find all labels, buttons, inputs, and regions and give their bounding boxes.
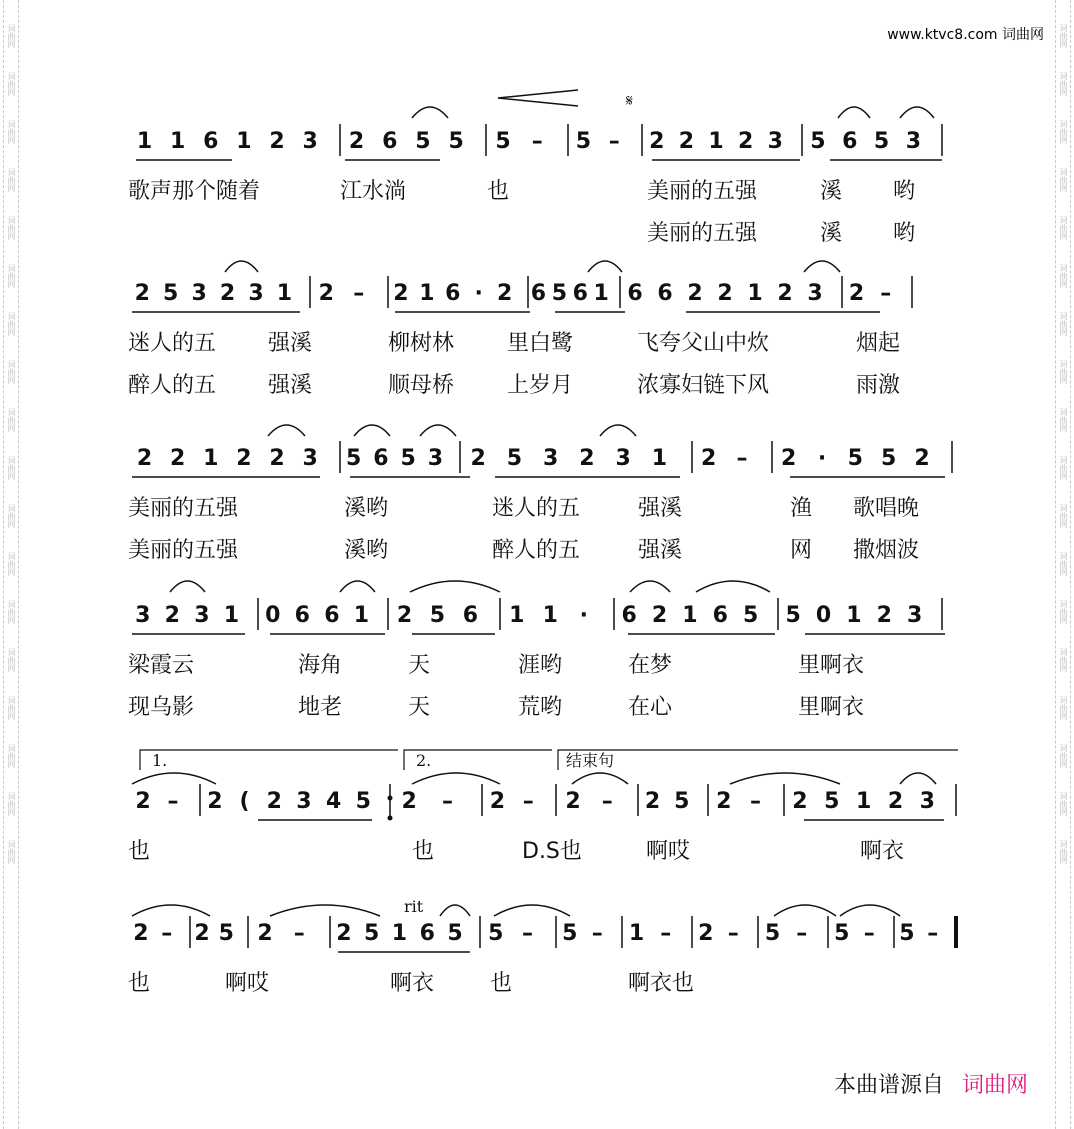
jianpu-note: 3: [191, 281, 207, 306]
jianpu-note: 6: [712, 603, 728, 628]
jianpu-note: 6: [382, 129, 398, 154]
jianpu-note: 1: [542, 603, 558, 628]
credit-prefix: 本曲谱源自: [833, 1073, 944, 1098]
jianpu-note: 3: [302, 446, 318, 471]
jianpu-note: 6: [572, 281, 588, 306]
jianpu-note: 5: [764, 921, 781, 946]
jianpu-note: 2: [914, 446, 930, 471]
jianpu-note: 6: [419, 921, 435, 946]
jianpu-note: –: [601, 789, 613, 814]
slur: [410, 581, 500, 592]
lyric-line-2: 醉人的五: [492, 538, 581, 563]
jianpu-note: 3: [905, 129, 922, 154]
jianpu-note: 3: [807, 281, 823, 306]
slur: [225, 261, 258, 272]
jianpu-note: 3: [194, 603, 210, 628]
jianpu-note: 2: [781, 446, 797, 471]
lyric-line-2: 溪哟: [344, 538, 389, 563]
lyric-line-2: 雨激: [856, 373, 901, 398]
lyric-line-1: 也: [128, 839, 151, 864]
jianpu-note: 3: [302, 129, 318, 154]
lyric-line-1: 也: [128, 971, 151, 996]
jianpu-note: 5: [218, 921, 234, 946]
lyric-line-1: 天: [408, 653, 431, 678]
jianpu-note: 1: [419, 281, 435, 306]
jianpu-note: 4: [325, 789, 342, 814]
lyric-line-2: 浓寡妇链下风: [637, 373, 770, 398]
jianpu-note: 2: [649, 129, 665, 154]
lyric-line-1: 迷人的五: [128, 331, 217, 356]
jianpu-note: –: [522, 789, 534, 814]
jianpu-note: 2: [644, 789, 661, 814]
lyric-line-1: 江水淌: [340, 179, 407, 204]
jianpu-note: 6: [324, 603, 340, 628]
jianpu-note: 2: [236, 446, 252, 471]
jianpu-note: 3: [427, 446, 444, 471]
jianpu-note: (: [239, 789, 250, 814]
lyric-line-1: 里啊衣: [798, 653, 865, 678]
jianpu-note: 5: [355, 789, 371, 814]
lyric-line-2: 美丽的五强: [647, 221, 758, 246]
slur: [132, 773, 216, 784]
jianpu-note: 6: [621, 603, 637, 628]
jianpu-note: 2: [651, 603, 668, 628]
lyric-line-2: 在心: [628, 695, 673, 720]
slur: [132, 905, 210, 916]
watermark-text: 词曲网: [1059, 744, 1068, 768]
slur: [900, 773, 936, 784]
jianpu-note: 5: [400, 446, 416, 471]
jianpu-note: 5: [415, 129, 431, 154]
jianpu-note: 2: [269, 446, 285, 471]
jianpu-note: –: [927, 921, 939, 946]
lyric-line-1: 也: [412, 839, 435, 864]
jianpu-note: 5: [448, 129, 464, 154]
jianpu-note: 5: [364, 921, 380, 946]
lyric-line-1: 在梦: [628, 653, 673, 678]
jianpu-note: 3: [296, 789, 312, 814]
jianpu-note: 2: [194, 921, 210, 946]
jianpu-note: ·: [579, 603, 589, 628]
credit-site-link[interactable]: 词曲网: [961, 1073, 1028, 1098]
slur: [730, 773, 840, 784]
jianpu-note: 1: [593, 281, 609, 306]
jianpu-note: 1: [223, 603, 240, 628]
lyric-line-1: 哟: [893, 179, 916, 204]
jianpu-note: –: [750, 789, 761, 814]
jianpu-note: 5: [810, 129, 826, 154]
ending-2-label: 2.: [416, 751, 432, 770]
jianpu-note: 2: [266, 789, 282, 814]
jianpu-note: 2: [470, 446, 486, 471]
jianpu-note: 1: [846, 603, 862, 628]
slur: [420, 425, 456, 436]
lyric-line-1: 美丽的五强: [647, 179, 758, 204]
jianpu-note: 2: [396, 603, 413, 628]
watermark-text: 词曲网: [7, 552, 16, 576]
watermark-text: 词曲网: [7, 504, 16, 528]
slur: [412, 773, 500, 784]
lyric-line-2: 顺母桥: [388, 373, 455, 398]
jianpu-note: 2: [777, 281, 793, 306]
jianpu-note: 6: [627, 281, 643, 306]
watermark-text: 词曲网: [7, 408, 16, 432]
watermark-text: 词曲网: [7, 696, 16, 720]
lyric-line-2: 强溪: [638, 538, 683, 563]
jianpu-note: 1: [236, 129, 252, 154]
lyric-line-2: 里啊衣: [798, 695, 865, 720]
crescendo-hairpin: [498, 90, 578, 106]
jianpu-note: 5: [163, 281, 179, 306]
jianpu-note: –: [736, 446, 748, 471]
jianpu-note: 1: [136, 129, 153, 154]
lyric-line-1: D.S也: [522, 839, 582, 864]
slur: [412, 107, 448, 118]
jianpu-note: –: [863, 921, 875, 946]
jianpu-note: 2: [678, 129, 695, 154]
jianpu-note: 2: [348, 129, 365, 154]
watermark-text: 词曲网: [1059, 168, 1068, 192]
jianpu-note: 2: [134, 281, 150, 306]
lyric-line-1: 歌唱晚: [853, 496, 920, 521]
slur: [440, 905, 470, 916]
repeat-dot: [388, 796, 393, 801]
jianpu-note: 1: [509, 603, 525, 628]
lyric-line-1: 烟起: [856, 331, 901, 356]
slur: [774, 905, 836, 916]
jianpu-note: 1: [276, 281, 293, 306]
jianpu-note: 1: [651, 446, 668, 471]
lyric-line-1: 啊衣也: [628, 971, 695, 996]
jianpu-note: 3: [907, 603, 923, 628]
lyric-line-1: 迷人的五: [492, 496, 581, 521]
volta-bracket-1: [140, 750, 398, 770]
jianpu-note: 3: [615, 446, 631, 471]
watermark-text: 词曲网: [1059, 312, 1068, 336]
lyric-line-2: 地老: [298, 695, 343, 720]
watermark-text: 词曲网: [7, 216, 16, 240]
jianpu-note: 2: [170, 446, 186, 471]
watermark-text: 词曲网: [7, 264, 16, 288]
slur: [170, 581, 205, 592]
jianpu-note: 2: [207, 789, 223, 814]
jianpu-note: –: [591, 921, 603, 946]
jianpu-note: 5: [345, 446, 362, 471]
jianpu-note: 3: [248, 281, 264, 306]
lyric-line-1: 也: [490, 971, 513, 996]
jianpu-note: 2: [579, 446, 595, 471]
watermark-text: 词曲网: [1059, 504, 1068, 528]
site-url: www.ktvc8.com 词曲网: [887, 27, 1044, 43]
lyric-line-2: 荒哟: [518, 695, 563, 720]
jianpu-note: 5: [562, 921, 578, 946]
watermark-text: 词曲网: [7, 840, 16, 864]
watermark-text: 词曲网: [7, 168, 16, 192]
jianpu-note: 1: [203, 446, 219, 471]
jianpu-note: –: [442, 789, 453, 814]
jianpu-note: 6: [530, 281, 547, 306]
watermark-text: 词曲网: [7, 360, 16, 384]
lyric-line-2: 上岁月: [507, 373, 574, 398]
jianpu-note: 1: [391, 921, 408, 946]
jianpu-note: 2: [164, 603, 180, 628]
jianpu-note: 2: [716, 789, 732, 814]
lyric-line-1: 啊哎: [646, 839, 691, 864]
lyric-line-1: 渔: [790, 496, 813, 521]
jianpu-note: 0: [265, 603, 281, 628]
slur: [354, 425, 390, 436]
lyric-line-1: 溪哟: [344, 496, 389, 521]
lyric-line-2: 醉人的五: [128, 373, 217, 398]
lyric-line-2: 哟: [893, 221, 916, 246]
jianpu-note: 2: [257, 921, 273, 946]
slur: [838, 107, 870, 118]
jianpu-note: 2: [565, 789, 581, 814]
lyric-line-1: 美丽的五强: [128, 496, 239, 521]
jianpu-note: 1: [170, 129, 186, 154]
jianpu-note: 5: [743, 603, 759, 628]
jianpu-note: –: [167, 789, 179, 814]
lyric-line-2: 美丽的五强: [128, 538, 239, 563]
slur: [630, 581, 670, 592]
jianpu-note: ·: [817, 446, 827, 471]
slur: [600, 425, 636, 436]
jianpu-note: 2: [698, 921, 714, 946]
lyric-line-2: 天: [408, 695, 431, 720]
watermark-text: 词曲网: [7, 24, 16, 48]
jianpu-note: 5: [847, 446, 863, 471]
jianpu-note: 5: [824, 789, 840, 814]
segno-mark: 𝄋: [626, 91, 633, 110]
slur: [804, 261, 840, 272]
lyric-line-1: 啊衣: [860, 839, 905, 864]
slur: [696, 581, 770, 592]
watermark-text: 词曲网: [1059, 24, 1068, 48]
jianpu-note: 5: [551, 281, 568, 306]
jianpu-note: 2: [401, 789, 417, 814]
jianpu-note: 2: [135, 789, 151, 814]
jianpu-note: 1: [353, 603, 370, 628]
watermark-text: 词曲网: [1059, 120, 1068, 144]
jianpu-note: 2: [792, 789, 808, 814]
slur: [588, 261, 622, 272]
watermark-text: 词曲网: [7, 72, 16, 96]
jianpu-note: 2: [318, 281, 334, 306]
jianpu-note: 1: [708, 129, 724, 154]
slur: [268, 425, 305, 436]
jianpu-note: 6: [294, 603, 310, 628]
jianpu-note: 1: [747, 281, 763, 306]
slur: [340, 581, 375, 592]
jianpu-note: 5: [834, 921, 850, 946]
lyric-line-1: 柳树林: [388, 331, 455, 356]
volta-bracket-final: [558, 750, 958, 770]
jianpu-note: 6: [203, 129, 219, 154]
jianpu-note: 2: [738, 129, 754, 154]
lyric-line-1: 啊哎: [225, 971, 270, 996]
watermark-text: 词曲网: [7, 120, 16, 144]
jianpu-note: 6: [462, 603, 479, 628]
jianpu-note: 2: [219, 281, 236, 306]
jianpu-note: 1: [682, 603, 698, 628]
watermark-text: 词曲网: [1059, 264, 1068, 288]
watermark-text: 词曲网: [1059, 72, 1068, 96]
slur: [270, 905, 380, 916]
lyric-line-1: 梁霞云: [128, 653, 195, 678]
lyric-line-1: 里白鹭: [507, 331, 574, 356]
lyric-line-2: 撒烟波: [853, 538, 920, 563]
rit-mark: rit: [404, 897, 424, 916]
watermark-text: 词曲网: [1059, 840, 1068, 864]
jianpu-note: –: [880, 281, 892, 306]
jianpu-note: 5: [488, 921, 504, 946]
jianpu-note: 5: [899, 921, 915, 946]
lyric-line-1: 强溪: [638, 496, 683, 521]
jianpu-note: 2: [269, 129, 285, 154]
jianpu-note: –: [531, 129, 543, 154]
jianpu-note: 5: [785, 603, 801, 628]
jianpu-note: 0: [815, 603, 832, 628]
jianpu-note: 2: [717, 281, 733, 306]
jianpu-note: 5: [873, 129, 890, 154]
jianpu-note: 6: [842, 129, 858, 154]
lyric-line-2: 网: [790, 538, 813, 563]
jianpu-note: 1: [628, 921, 645, 946]
lyric-line-2: 现乌影: [128, 695, 195, 720]
source-credit: [834, 1068, 1028, 1099]
jianpu-note: 6: [373, 446, 389, 471]
jianpu-note: 2: [393, 281, 409, 306]
jianpu-note: 3: [135, 603, 151, 628]
jianpu-note: 2: [136, 446, 153, 471]
slur: [494, 905, 570, 916]
slur: [572, 773, 628, 784]
watermark-text: 词曲网: [7, 648, 16, 672]
jianpu-note: 2: [497, 281, 513, 306]
watermark-text: 词曲网: [1059, 600, 1068, 624]
lyric-line-1: 海角: [298, 653, 343, 678]
ending-final-label: 结束句: [566, 751, 615, 770]
jianpu-note: 2: [876, 603, 892, 628]
watermark-text: 词曲网: [7, 456, 16, 480]
lyric-line-1: 也: [487, 179, 510, 204]
lyric-line-1: 强溪: [268, 331, 313, 356]
ending-1-label: 1.: [152, 751, 168, 770]
watermark-text: 词曲网: [1059, 456, 1068, 480]
watermark-text: 词曲网: [7, 312, 16, 336]
slur: [900, 107, 934, 118]
jianpu-note: 2: [687, 281, 703, 306]
jianpu-note: 2: [701, 446, 717, 471]
lyric-line-1: 歌声那个随着: [128, 179, 261, 204]
jianpu-note: 2: [848, 281, 865, 306]
jianpu-note: 3: [919, 789, 935, 814]
lyric-line-2: 强溪: [268, 373, 313, 398]
jianpu-note: 2: [336, 921, 352, 946]
jianpu-note: –: [353, 281, 365, 306]
lyric-line-1: 溪: [820, 179, 843, 204]
jianpu-note: ·: [474, 281, 483, 306]
watermark-text: 词曲网: [1059, 216, 1068, 240]
watermark-text: 词曲网: [1059, 696, 1068, 720]
lyric-line-2: 溪: [820, 221, 843, 246]
watermark-text: 词曲网: [1059, 648, 1068, 672]
lyric-line-1: 涯哟: [518, 653, 563, 678]
lyric-line-1: 飞夸父山中炊: [637, 331, 770, 356]
jianpu-note: 5: [506, 446, 523, 471]
jianpu-note: 5: [447, 921, 463, 946]
lyric-line-1: 啊衣: [390, 971, 435, 996]
repeat-dot: [388, 816, 393, 821]
watermark-text: 词曲网: [7, 744, 16, 768]
jianpu-note: 2: [887, 789, 904, 814]
jianpu-note: –: [796, 921, 808, 946]
jianpu-note: 3: [767, 129, 783, 154]
jianpu-note: 5: [674, 789, 690, 814]
jianpu-note: 2: [489, 789, 506, 814]
watermark-text: 词曲网: [1059, 408, 1068, 432]
jianpu-note: –: [608, 129, 620, 154]
jianpu-note: 5: [429, 603, 446, 628]
jianpu-note: –: [161, 921, 173, 946]
jianpu-note: –: [522, 921, 533, 946]
watermark-text: 词曲网: [7, 600, 16, 624]
watermark-text: 词曲网: [7, 792, 16, 816]
jianpu-note: –: [293, 921, 305, 946]
watermark-text: 词曲网: [1059, 792, 1068, 816]
watermark-text: 词曲网: [1059, 552, 1068, 576]
watermark-text: 词曲网: [1059, 360, 1068, 384]
jianpu-note: 5: [575, 129, 592, 154]
jianpu-note: –: [727, 921, 739, 946]
jianpu-note: 5: [881, 446, 897, 471]
jianpu-note: 6: [657, 281, 673, 306]
jianpu-note: 5: [495, 129, 511, 154]
jianpu-note: 3: [542, 446, 559, 471]
jianpu-note: 2: [133, 921, 149, 946]
jianpu-note: 6: [445, 281, 461, 306]
slur: [840, 905, 900, 916]
jianpu-note: –: [660, 921, 672, 946]
jianpu-note: 1: [855, 789, 872, 814]
